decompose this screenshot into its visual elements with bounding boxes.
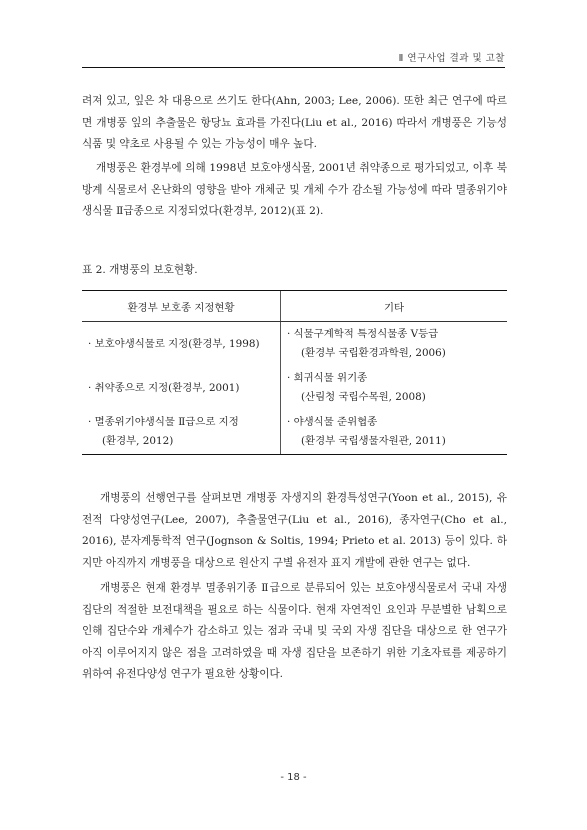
other-text: · 식물구계학적 특정식물종 Ⅴ등급 bbox=[287, 328, 439, 340]
designation-text: · 보호야생식물로 지정(환경부, 1998) bbox=[88, 337, 260, 350]
table-caption: 표 2. 개병풍의 보호현황. bbox=[82, 264, 198, 276]
designation-text: · 취약종으로 지정(환경부, 2001) bbox=[88, 381, 240, 394]
designation-cell bbox=[82, 410, 281, 455]
column-header-designation: 환경부 보호종 지정현황 bbox=[82, 291, 281, 322]
paragraph-2: 개병풍은 환경부에 의해 1998년 보호야생식물, 2001년 취약종으로 평가되었고, 이후 북방계 식물로서 온난화의 영향을 받아 개체군 및 개체 수가 감소될 가능성에 따라 멸종위기야생식물 Ⅱ급종으로 지정되었다(환경부, 2012)(표 2). bbox=[82, 162, 507, 217]
other-source: (환경부 국립환경과학원, 2006) bbox=[301, 347, 446, 359]
table-row bbox=[82, 322, 507, 367]
paragraph-1: 려져 있고, 잎은 차 대용으로 쓰기도 한다(Ahn, 2003; Lee, 2006). 또한 최근 연구에 따르면 개병풍 잎의 추출물은 항당뇨 효과를 가진다(Liu et al., 2016) 따라서 개병풍은 기능성 식품 및 약초로 사용될 수 있는 가능성이 매우 높다. bbox=[82, 95, 507, 150]
designation-text: · 멸종위기야생식물 Ⅱ급으로 지정 bbox=[88, 416, 239, 428]
designation-cell bbox=[82, 366, 281, 410]
paragraph-4: 개병풍은 현재 환경부 멸종위기종 Ⅱ급으로 분류되어 있는 보호야생식물로서 국내 자생 집단의 적절한 보전대책을 필요로 하는 식물이다. 현재 자연적인 요인과 무분별한 남획으로 인해 집단수와 개체수가 감소하고 있는 점과 국내 및 국외 자생 집단을 대상으로 한 연구가 아직 이루어지지 않은 점을 고려하였을 때 자생 집단을 보존하기 위한 기초자료를 제공하기 위하여 유전다양성 연구가 필요한 상황이다. bbox=[82, 582, 507, 680]
header-rule bbox=[82, 67, 505, 68]
page-number: - 18 - bbox=[280, 772, 307, 783]
other-cell bbox=[281, 366, 508, 410]
other-source: (산림청 국립수목원, 2008) bbox=[301, 391, 426, 403]
other-source: (환경부 국립생물자원관, 2011) bbox=[301, 435, 446, 447]
other-text: · 희귀식물 위기종 bbox=[287, 372, 368, 384]
other-text: · 야생식물 준위협종 bbox=[287, 416, 378, 428]
table-row bbox=[82, 410, 507, 455]
other-cell bbox=[281, 322, 508, 367]
designation-cell bbox=[82, 322, 281, 367]
table-row bbox=[82, 366, 507, 410]
table-header-row bbox=[82, 291, 507, 322]
protection-status-table bbox=[82, 290, 507, 455]
running-header: Ⅱ 연구사업 결과 및 고찰 bbox=[398, 53, 505, 64]
column-header-other: 기타 bbox=[281, 291, 508, 322]
designation-source: (환경부, 2012) bbox=[102, 435, 174, 447]
paragraph-3: 개병풍의 선행연구를 살펴보면 개병풍 자생지의 환경특성연구(Yoon et al., 2015), 유전적 다양성연구(Lee, 2007), 추출물연구(Liu et al., 2016), 종자연구(Cho et al., 2016), 분자계통학적 연구(Jognson & Soltis, 1994; Prieto et al. 2013) 등이 있다. 하지만 아직까지 개병풍을 대상으로 원산지 구별 유전자 표지 개발에 관한 연구는 없다. bbox=[82, 492, 507, 569]
other-cell bbox=[281, 410, 508, 455]
